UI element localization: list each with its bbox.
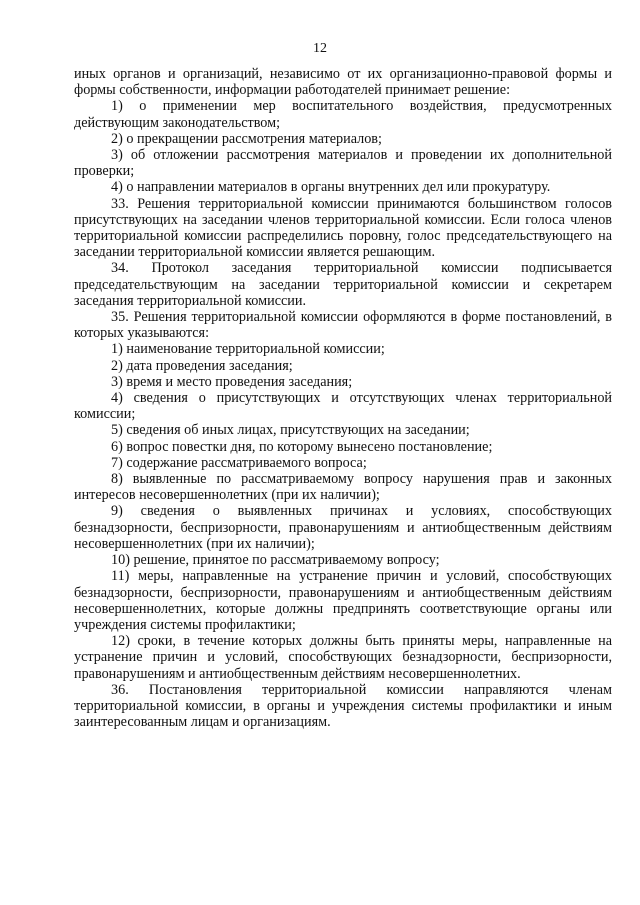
clause-35-item-3: 3) время и место проведения заседания; <box>111 373 353 390</box>
clause-34: 34. Протокол заседания территориальной комиссии подписывается председательствующим на заседании территориальной комиссии и секретарем заседания территориальной комиссии. <box>74 260 612 309</box>
clause-35-item-8: 8) выявленные по рассматриваемому вопросу нарушения прав и законных интересов несовершеннолетних (при их наличии); <box>74 471 612 504</box>
clause-36: 36. Постановления территориальной комиссии направляются членам территориальной комиссии, в органы и учреждения системы профилактики и иным заинтересованным лицам и организациям. <box>74 681 612 731</box>
list-item-4: 4) о направлении материалов в органы внутренних дел или прокуратуру. <box>111 179 551 196</box>
list-item-1: 1) о применении мер воспитательного воздействия, предусмотренных действующим законодательством; <box>74 98 612 131</box>
clause-35-item-10: 10) решение, принятое по рассматриваемому вопросу; <box>111 552 440 569</box>
list-item-3: 3) об отложении рассмотрения материалов и проведении их дополнительной проверки; <box>74 147 612 180</box>
clause-35-item-9: 9) сведения о выявленных причинах и условиях, способствующих безнадзорности, беспризорности, правонарушениям и антиобщественным действиям несовершеннолетних (при их наличии); <box>74 503 612 552</box>
document-body <box>74 66 612 730</box>
clause-35: 35. Решения территориальной комиссии оформляются в форме постановлений, в которых указываются: <box>74 309 612 342</box>
list-item-2: 2) о прекращении рассмотрения материалов; <box>111 130 382 147</box>
clause-35-item-6: 6) вопрос повестки дня, по которому вынесено постановление; <box>111 438 493 455</box>
clause-33: 33. Решения территориальной комиссии принимаются большинством голосов присутствующих на заседании членов территориальной комиссии. Если голоса членов территориальной комиссии распределились поровну, голос председательствующего на заседании территориальной комиссии является решающим. <box>74 195 612 261</box>
clause-35-item-1: 1) наименование территориальной комиссии; <box>111 341 385 358</box>
clause-35-item-12: 12) сроки, в течение которых должны быть приняты меры, направленные на устранение причин и условий, способствующих безнадзорности, беспризорности, правонарушениям и антиобщественным действиям несовершеннолетних. <box>74 633 612 682</box>
clause-35-item-2: 2) дата проведения заседания; <box>111 357 293 374</box>
page-number: 12 <box>313 41 327 56</box>
clause-35-item-11: 11) меры, направленные на устранение причин и условий, способствующих безнадзорности, беспризорности, правонарушениям и антиобщественным действиям несовершеннолетних, которые должны предпринять соответствующие органы или учреждения системы профилактики; <box>74 568 612 633</box>
clause-35-item-4: 4) сведения о присутствующих и отсутствующих членах территориальной комиссии; <box>74 390 612 423</box>
clause-35-item-5: 5) сведения об иных лицах, присутствующих на заседании; <box>111 422 470 439</box>
clause-35-item-7: 7) содержание рассматриваемого вопроса; <box>111 454 367 471</box>
paragraph-continuation: иных органов и организаций, независимо от их организационно-правовой формы и формы собственности, информации работодателей принимает решение: <box>74 66 612 99</box>
